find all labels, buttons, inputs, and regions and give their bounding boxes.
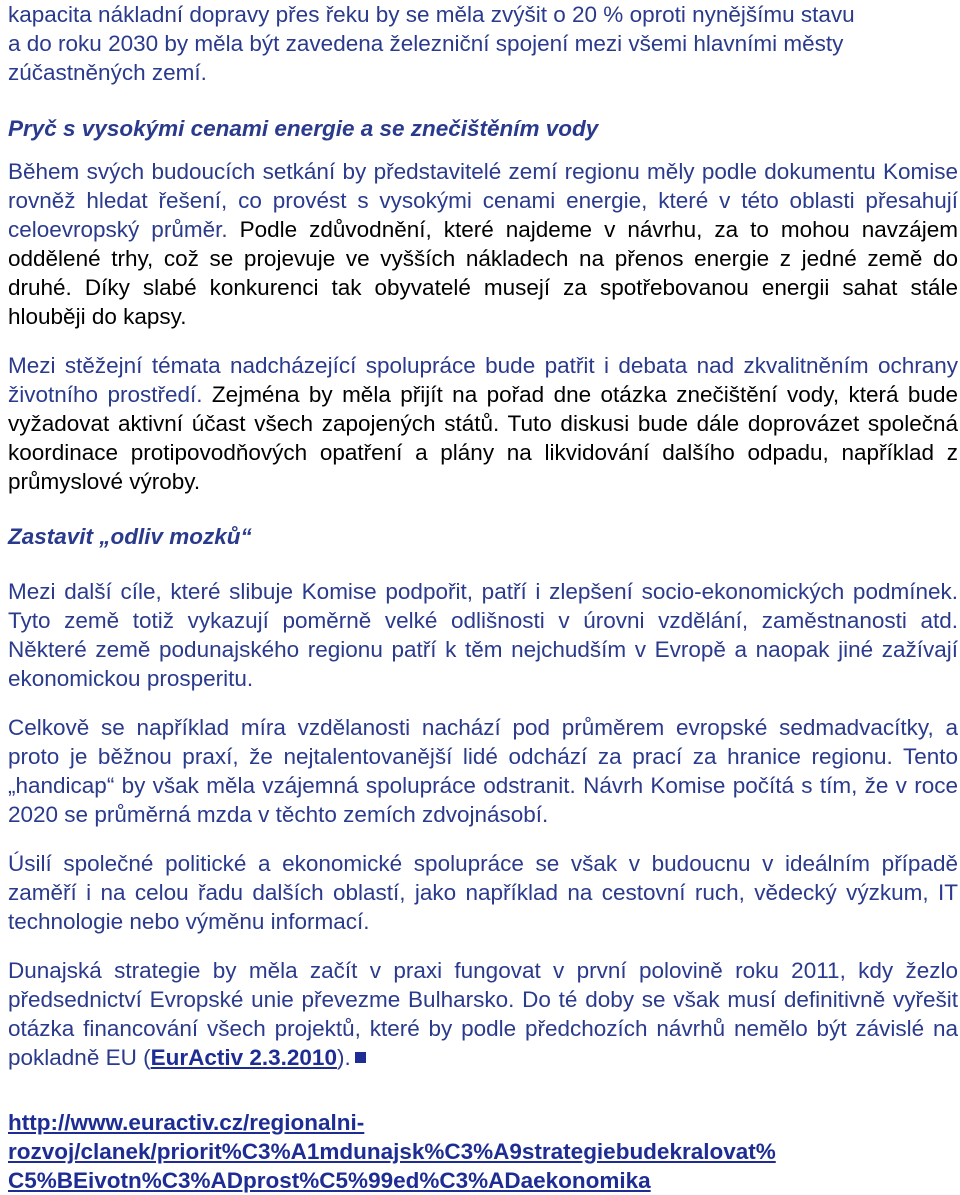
paragraph-cooperation: Úsilí společné politické a ekonomické spolupráce se však v budoucnu v ideálním případě zaměří i na celou řadu dalších oblastí, jako například na cestovní ruch, vědecký výzkum, IT technologie nebo výměnu informací. <box>8 851 958 934</box>
intro-line-1: kapacita nákladní dopravy přes řeku by se měla zvýšit o 20 % oproti nynějšímu stavu <box>8 2 855 27</box>
intro-line-2: a do roku 2030 by měla být zavedena železniční spojení mezi všemi hlavními městy <box>8 31 844 56</box>
paragraph-strategy-tail: ). <box>336 1045 351 1070</box>
url-line-1: http://www.euractiv.cz/regionalni- <box>8 1110 365 1135</box>
paragraph-environment-rest: Zejména by měla přijít na pořad dne otázka znečištění vody, která bude vyžadovat aktivní účast všech zapojených států. Tuto diskusi bude dále doprovázet společná koordinace protipovodňových opatření a plány na likvidování dalšího odpadu, například z průmyslové výroby. <box>8 382 958 494</box>
paragraph-strategy <box>8 956 958 1072</box>
paragraph-intro <box>8 0 958 87</box>
end-square-icon <box>355 1052 366 1063</box>
paragraph-energy-rest: Podle zdůvodnění, které najdeme v návrhu, za to mohou navzájem oddělené trhy, což se projevuje ve vyšších nákladech na přenos energie z jedné země do druhé. Díky slabé konkurenci tak obyvatelé musejí za spotřebovanou energii sahat stále hlouběji do kapsy. <box>8 217 958 329</box>
paragraph-education: Celkově se například míra vzdělanosti nachází pod průměrem evropské sedmadvacítky, a proto je běžnou praxí, že nejtalentovanější lidé odchází za prací za hranice regionu. Tento „handicap“ by však měla vzájemná spolupráce odstranit. Návrh Komise počítá s tím, že v roce 2020 se průměrná mzda v těchto zemích zdvojnásobí. <box>8 715 958 827</box>
paragraph-environment-highlight: Mezi stěžejní témata nadcházející spolupráce bude patřit i debata nad zkvalitněním ochrany životního prostředí. <box>8 353 958 407</box>
document-page <box>8 0 958 1195</box>
url-line-2: rozvoj/clanek/priorit%C3%A1mdunajsk%C3%A9strategiebudekralovat% <box>8 1139 776 1164</box>
paragraph-energy <box>8 157 958 331</box>
source-link[interactable]: EurActiv 2.3.2010 <box>150 1045 337 1070</box>
section-heading-brain-drain: Zastavit „odliv mozků“ <box>8 524 252 549</box>
section-heading-energy: Pryč s vysokými cenami energie a se znečištěním vody <box>8 116 599 141</box>
intro-line-3: zúčastněných zemí. <box>8 60 207 85</box>
article-url[interactable] <box>8 1108 958 1195</box>
paragraph-goals: Mezi další cíle, které slibuje Komise podpořit, patří i zlepšení socio-ekonomických podmínek. Tyto země totiž vykazují poměrně velké odlišnosti v úrovni vzdělání, zaměstnanosti atd. Některé země podunajského regionu patří k těm nejchudším v Evropě a naopak jiné zažívají ekonomickou prosperitu. <box>8 579 958 691</box>
url-line-3: C5%BEivotn%C3%ADprost%C5%99ed%C3%ADaekonomika <box>8 1168 651 1193</box>
paragraph-strategy-text: Dunajská strategie by měla začít v praxi fungovat v první polovině roku 2011, kdy žezlo předsednictví Evropské unie převezme Bulharsko. Do té doby se však musí definitivně vyřešit otázka financování všech projektů, které by podle předchozích návrhů nemělo být závislé na pokladně EU ( <box>8 958 958 1070</box>
paragraph-environment <box>8 351 958 496</box>
paragraph-energy-highlight: Během svých budoucích setkání by představitelé zemí regionu měly podle dokumentu Komise rovněž hledat řešení, co provést s vysokými cenami energie, které v této oblasti přesahují celoevropský průměr. <box>8 159 958 242</box>
